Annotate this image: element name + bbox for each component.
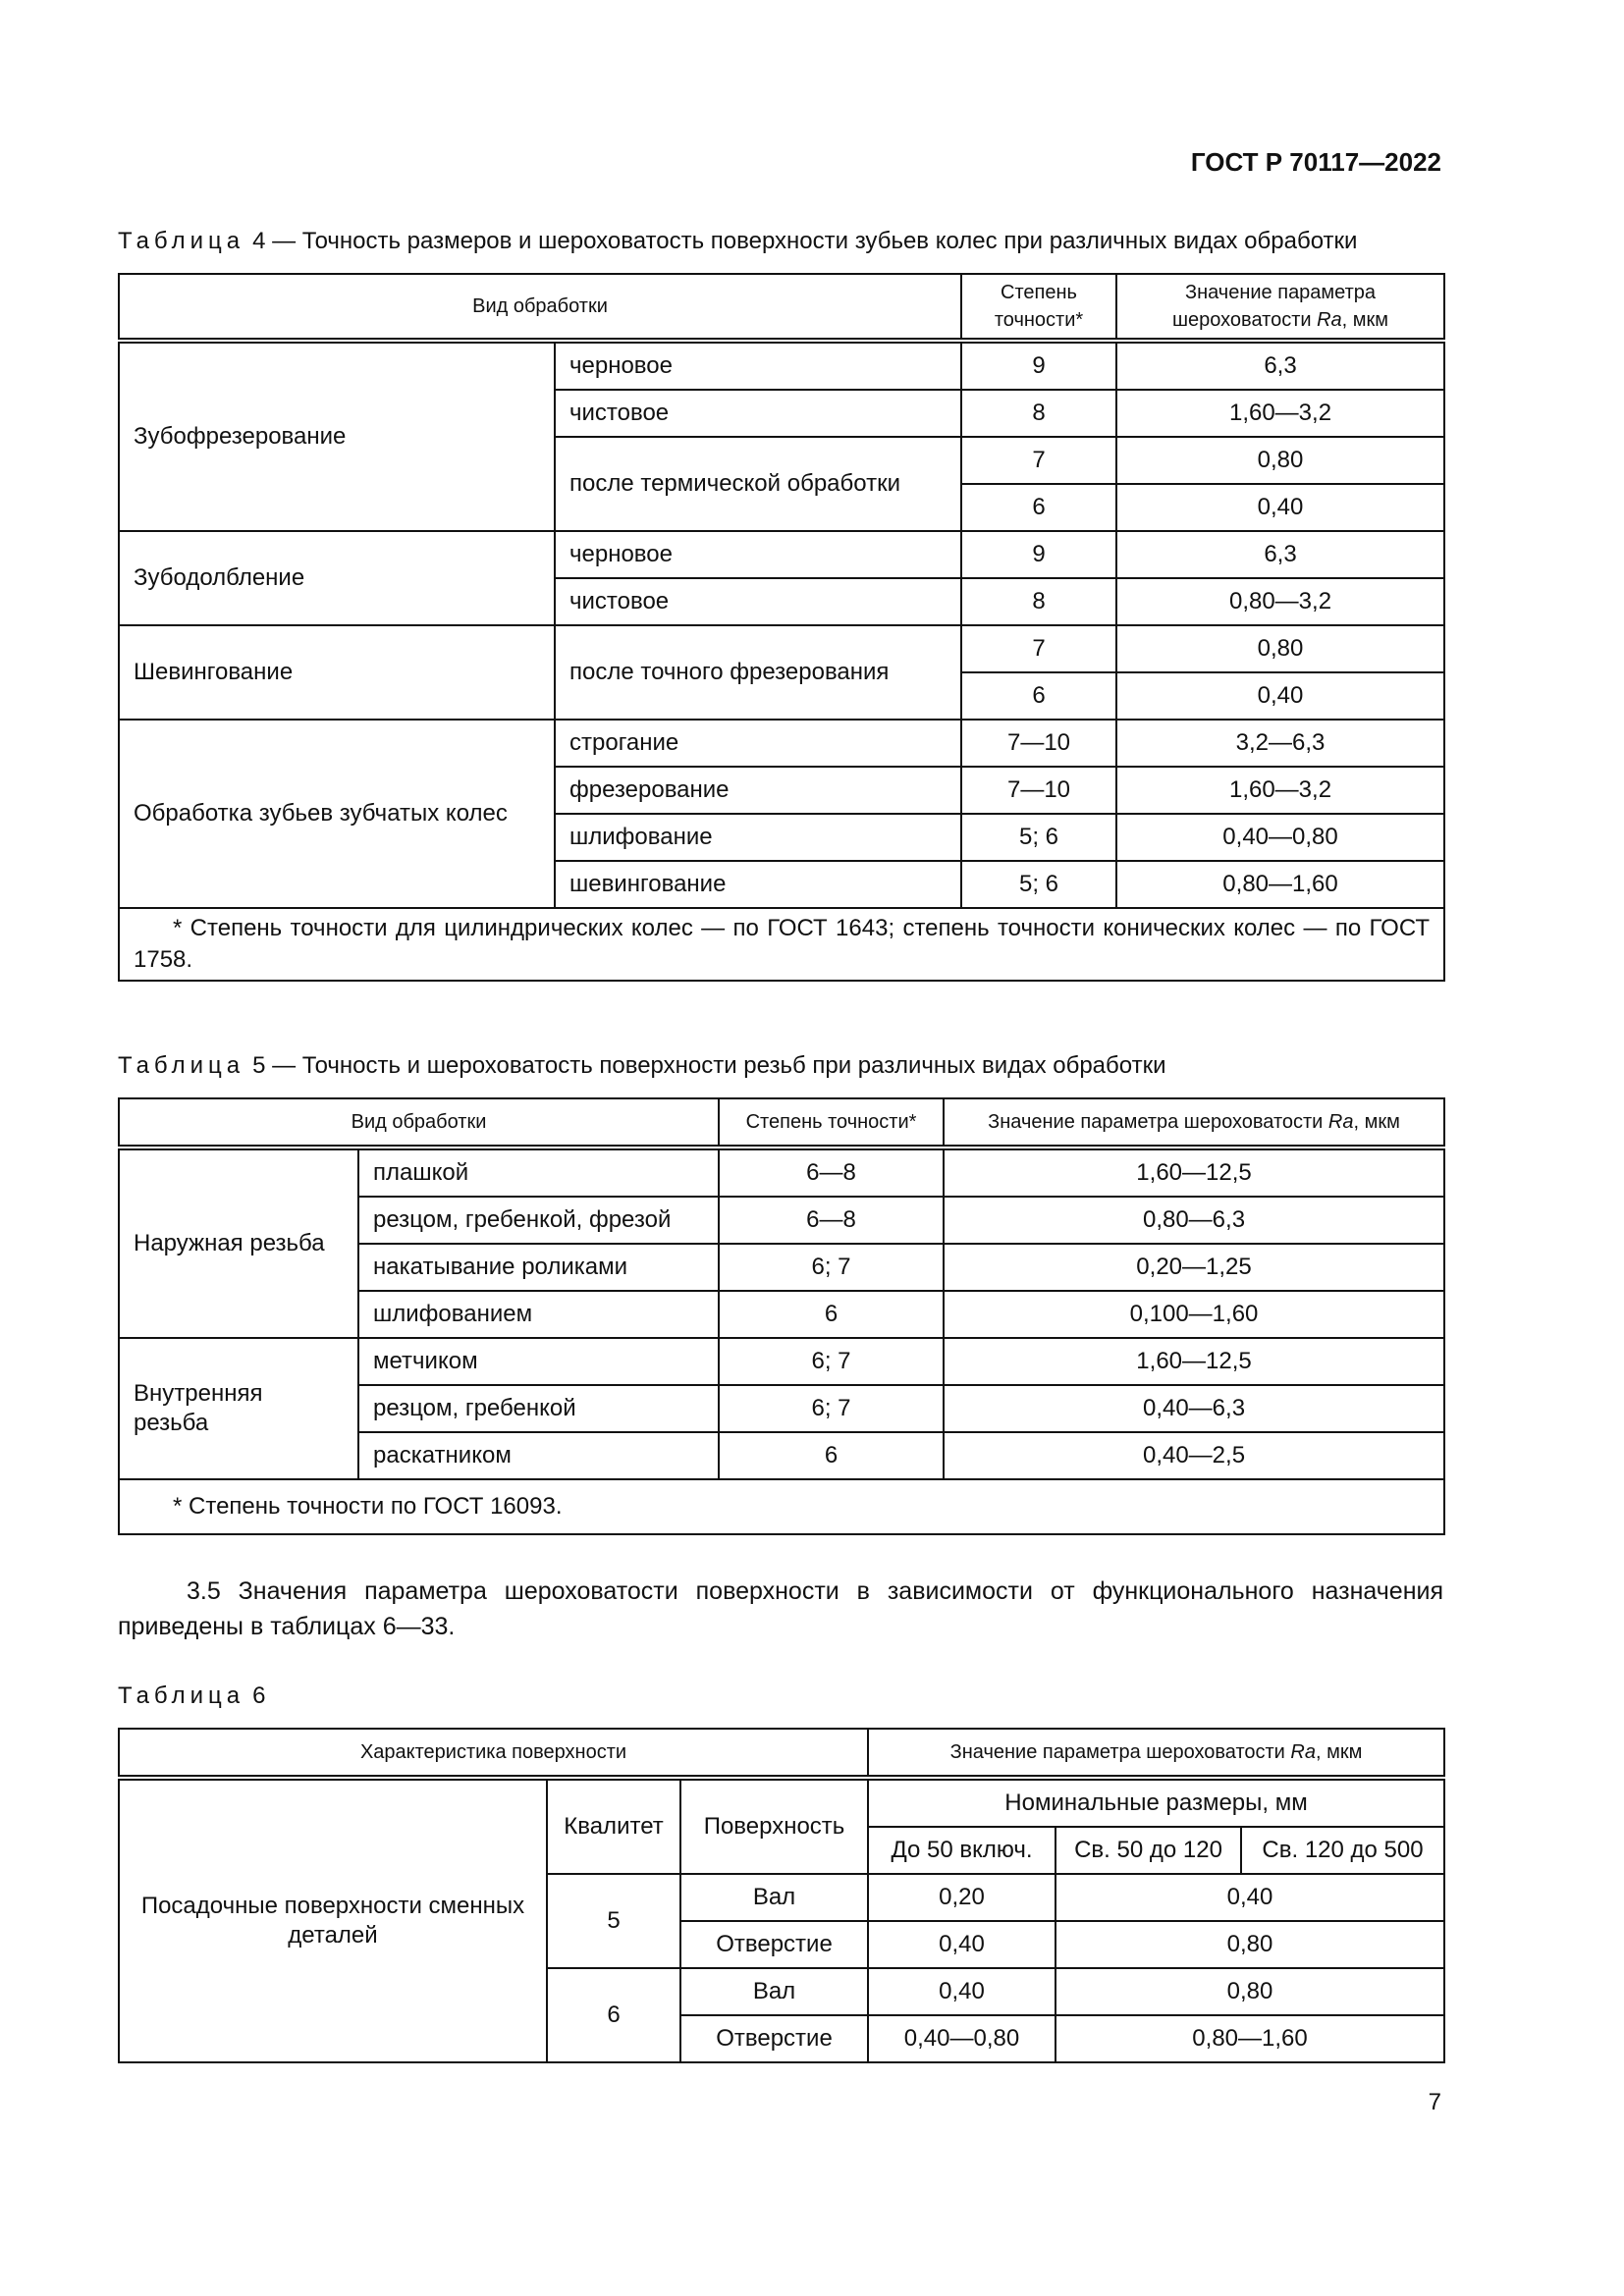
ra-value-size-2-3: 0,40 [1056,1874,1444,1921]
footnote: * Степень точности для цилиндрических колес — по ГОСТ 1643; степень точности конических колес — по ГОСТ 1758. [119,908,1444,981]
document-id: ГОСТ Р 70117—2022 [1190,147,1441,177]
ra-value-size-1: 0,40—0,80 [868,2015,1056,2062]
paragraph-3-5: 3.5 Значения параметра шероховатости поверхности в зависимости от функционального назначения приведены в таблицах 6—33. [118,1577,1443,1640]
group-name: Зубофрезерование [119,341,555,531]
ra-symbol: Ra [1317,309,1342,331]
header-ra-text: Значение параметра шероховатости [1171,282,1377,331]
group-name: Наружная резьба [119,1148,358,1338]
header-characteristic: Характеристика поверхности [119,1729,868,1778]
degree: 7 [961,437,1116,484]
header-ra [944,1098,1444,1148]
ra-value-size-1: 0,40 [868,1921,1056,1968]
footnote: * Степень точности по ГОСТ 16093. [119,1479,1444,1534]
header-size-2: Св. 50 до 120 [1056,1827,1241,1874]
ra-value: 6,3 [1116,531,1444,578]
degree: 6; 7 [719,1385,944,1432]
degree: 8 [961,390,1116,437]
table6-caption-text: 6 [252,1682,266,1709]
degree: 9 [961,341,1116,390]
degree: 6; 7 [719,1244,944,1291]
degree: 6 [719,1291,944,1338]
header-method: Вид обработки [119,1098,719,1148]
method: после термической обработки [555,437,961,531]
ra-value: 0,40—2,5 [944,1432,1444,1479]
ra-value: 0,40 [1116,484,1444,531]
ra-value: 0,80 [1116,437,1444,484]
header-degree: Степень точности* [961,274,1116,341]
ra-value: 1,60—12,5 [944,1148,1444,1197]
footnote-row [119,908,1444,981]
table4-caption-text: 4 — Точность размеров и шероховатость поверхности зубьев колес при различных видах обработки [252,228,1358,254]
method: резцом, гребенкой [358,1385,719,1432]
ra-value-size-2-3: 0,80—1,60 [1056,2015,1444,2062]
header-ra [1116,274,1444,341]
method: после точного фрезерования [555,625,961,720]
ra-value: 0,80 [1116,625,1444,672]
ra-symbol: Ra [1327,1111,1354,1133]
table-label: Таблица [118,1052,245,1079]
table-row [119,531,1444,578]
header-ra-unit: , мкм [1315,1741,1363,1763]
table-row [119,1338,1444,1385]
header-method: Вид обработки [119,274,961,341]
table5 [118,1097,1445,1535]
surface: Вал [680,1968,868,2015]
surface: Отверстие [680,1921,868,1968]
method: фрезерование [555,767,961,814]
method: накатывание роликами [358,1244,719,1291]
table-row [119,1778,1444,1827]
table-label: Таблица [118,228,245,254]
ra-value: 3,2—6,3 [1116,720,1444,767]
degree: 9 [961,531,1116,578]
grade: 6 [547,1968,680,2062]
degree: 7—10 [961,767,1116,814]
header-size-1: До 50 включ. [868,1827,1056,1874]
group-name: Зубодолбление [119,531,555,625]
ra-value: 0,80—3,2 [1116,578,1444,625]
table5-caption [118,1052,1165,1080]
method: черновое [555,341,961,390]
header-ra-unit: , мкм [1353,1111,1400,1133]
method: резцом, гребенкой, фрезой [358,1197,719,1244]
page-number: 7 [1428,2089,1441,2115]
group-name: Обработка зубьев зубчатых колес [119,720,555,908]
surface: Вал [680,1874,868,1921]
header-ra-text: Значение параметра шероховатости [988,1111,1328,1133]
degree: 7—10 [961,720,1116,767]
table-row [119,720,1444,767]
degree: 6 [961,484,1116,531]
ra-value: 0,40—0,80 [1116,814,1444,861]
ra-value: 0,80—6,3 [944,1197,1444,1244]
method: шевингование [555,861,961,908]
header-size-3: Св. 120 до 500 [1241,1827,1444,1874]
ra-value-size-2-3: 0,80 [1056,1968,1444,2015]
ra-value-size-2-3: 0,80 [1056,1921,1444,1968]
table-label: Таблица [118,1682,245,1709]
table-header-row [119,274,1444,341]
method: метчиком [358,1338,719,1385]
group-name: Внутренняя резьба [119,1338,358,1479]
header-surface: Поверхность [680,1778,868,1874]
table-header-row [119,1098,1444,1148]
header-grade: Квалитет [547,1778,680,1874]
method: плашкой [358,1148,719,1197]
header-nominal-sizes: Номинальные размеры, мм [868,1778,1444,1827]
header-ra-unit: , мкм [1341,309,1389,331]
table5-caption-text: 5 — Точность и шероховатость поверхности резьб при различных видах обработки [252,1052,1166,1079]
method: шлифование [555,814,961,861]
header-degree: Степень точности* [719,1098,944,1148]
ra-value: 0,100—1,60 [944,1291,1444,1338]
degree: 5; 6 [961,861,1116,908]
method: строгание [555,720,961,767]
degree: 5; 6 [961,814,1116,861]
ra-value: 1,60—12,5 [944,1338,1444,1385]
surface: Отверстие [680,2015,868,2062]
ra-value: 0,40 [1116,672,1444,720]
header-ra-text: Значение параметра шероховатости [949,1741,1291,1763]
ra-value-size-1: 0,20 [868,1874,1056,1921]
degree: 6—8 [719,1197,944,1244]
degree: 6—8 [719,1148,944,1197]
ra-value: 0,80—1,60 [1116,861,1444,908]
degree: 8 [961,578,1116,625]
method: шлифованием [358,1291,719,1338]
degree: 7 [961,625,1116,672]
ra-value: 0,40—6,3 [944,1385,1444,1432]
table-row [119,1148,1444,1197]
method: чистовое [555,578,961,625]
table-row [119,341,1444,390]
method: раскатником [358,1432,719,1479]
footnote-row [119,1479,1444,1534]
method: чистовое [555,390,961,437]
ra-symbol: Ra [1290,1741,1316,1763]
table6-caption [118,1682,265,1710]
table4-caption [118,228,1357,255]
degree: 6 [719,1432,944,1479]
table-header-row [119,1729,1444,1778]
degree: 6; 7 [719,1338,944,1385]
method: черновое [555,531,961,578]
table4 [118,273,1445,982]
group-name: Шевингование [119,625,555,720]
grade: 5 [547,1874,680,1968]
ra-value: 1,60—3,2 [1116,767,1444,814]
degree: 6 [961,672,1116,720]
ra-value: 1,60—3,2 [1116,390,1444,437]
ra-value-size-1: 0,40 [868,1968,1056,2015]
surface-characteristic: Посадочные поверхности сменных деталей [119,1778,547,2062]
header-ra [868,1729,1444,1778]
table6 [118,1728,1445,2063]
ra-value: 0,20—1,25 [944,1244,1444,1291]
ra-value: 6,3 [1116,341,1444,390]
table-row [119,625,1444,672]
